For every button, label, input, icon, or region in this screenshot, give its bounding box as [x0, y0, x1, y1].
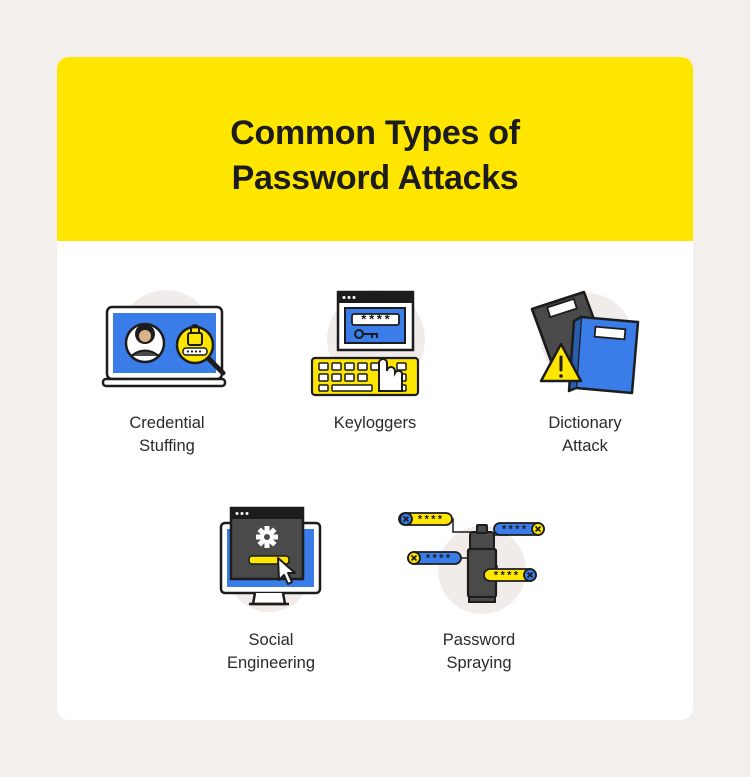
title-line-2: Password Attacks: [231, 159, 519, 197]
item-credential-stuffing: [67, 287, 267, 507]
password-tag-blue-top: [494, 523, 544, 537]
page-title: [57, 111, 693, 201]
label-dictionary-attack: Dictionary Attack: [548, 414, 622, 455]
monitor-gear-cursor-icon: [171, 504, 371, 614]
laptop-profile-magnifier-lock-icon: [67, 287, 267, 397]
books-warning-icon: [485, 287, 685, 397]
label-social-engineering: Social Engineering: [226, 631, 316, 672]
label-keyloggers: Keyloggers: [333, 414, 417, 432]
label-credential-stuffing: Credential Stuffing: [129, 414, 205, 455]
svg-text:****: ****: [424, 554, 452, 566]
password-tag-blue-middle: [408, 552, 461, 566]
item-keyloggers: [275, 287, 475, 507]
svg-text:****: ****: [416, 515, 444, 527]
title-banner: [57, 57, 693, 241]
item-password-spraying: [379, 504, 579, 720]
password-tag-yellow-bottom: [484, 569, 536, 583]
title-line-1: Common Types of: [230, 114, 520, 152]
item-social-engineering: [171, 504, 371, 720]
keylogger-mask-text: ****: [359, 313, 392, 328]
svg-text:****: ****: [500, 525, 528, 537]
svg-text:****: ****: [492, 571, 520, 583]
infographic-card: [57, 57, 693, 720]
spray-can-password-tags-icon: [379, 504, 579, 614]
item-dictionary-attack: [485, 287, 685, 507]
label-password-spraying: Password Spraying: [442, 631, 516, 672]
browser-password-keyboard-hand-icon: [275, 287, 475, 397]
password-tag-yellow-top: [399, 513, 452, 527]
